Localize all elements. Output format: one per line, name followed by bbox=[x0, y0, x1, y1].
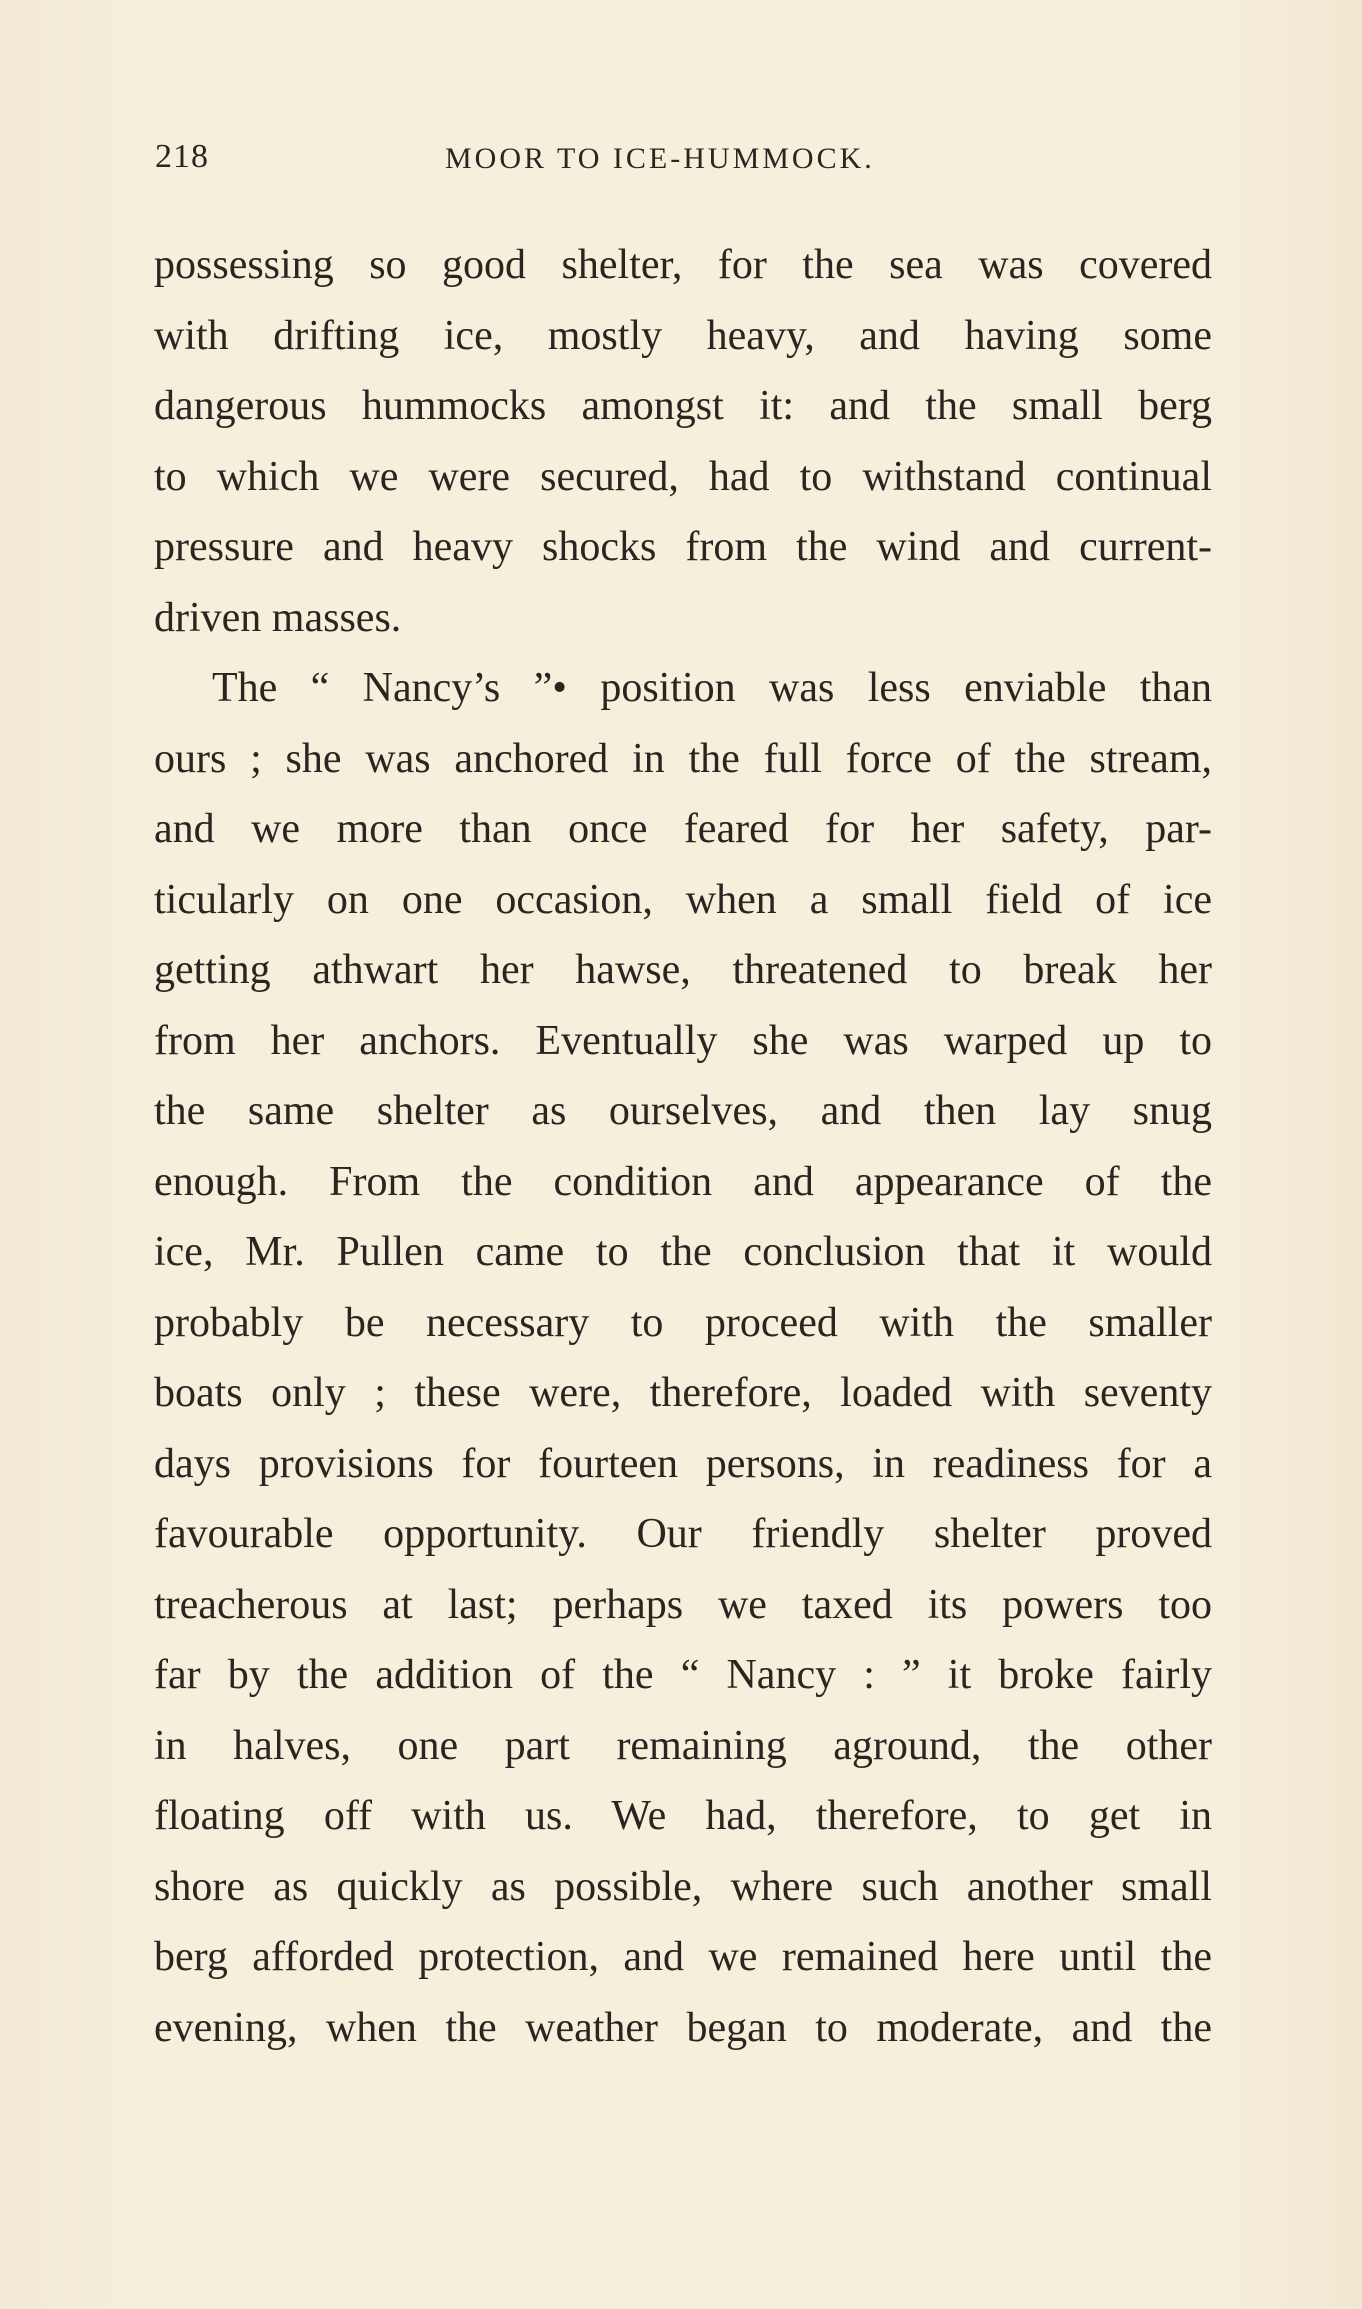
text-line: to which we were secured, had to withstand continual bbox=[154, 453, 1212, 500]
text-line: the same shelter as ourselves, and then lay snug bbox=[154, 1088, 1212, 1134]
text-line: favourable opportunity. Our friendly shelter proved bbox=[154, 1511, 1212, 1557]
page-number: 218 bbox=[155, 138, 209, 175]
text-line: enough. From the condition and appearance of the bbox=[154, 1158, 1212, 1205]
text-line: berg afforded protection, and we remained here until the bbox=[154, 1934, 1212, 1980]
text-line: getting athwart her hawse, threatened to break her bbox=[154, 947, 1212, 993]
text-line: dangerous hummocks amongst it: and the small berg bbox=[154, 383, 1212, 429]
text-line: from her anchors. Eventually she was warped up to bbox=[154, 1017, 1212, 1064]
text-line: floating off with us. We had, therefore, to get in bbox=[154, 1793, 1212, 1839]
text-line: days provisions for fourteen persons, in readiness for a bbox=[154, 1440, 1212, 1487]
running-head: MOOR TO ICE-HUMMOCK. bbox=[445, 142, 875, 175]
text-line: driven masses. bbox=[154, 594, 402, 641]
text-line: probably be necessary to proceed with the smaller bbox=[154, 1299, 1212, 1346]
text-line: and we more than once feared for her safety, par- bbox=[154, 806, 1212, 852]
text-line: ticularly on one occasion, when a small field of ice bbox=[154, 876, 1212, 923]
text-line: shore as quickly as possible, where such another small bbox=[154, 1863, 1212, 1910]
text-line: in halves, one part remaining aground, the other bbox=[154, 1722, 1212, 1769]
text-line: pressure and heavy shocks from the wind and current- bbox=[154, 524, 1212, 570]
text-line: evening, when the weather began to moderate, and the bbox=[154, 2004, 1212, 2051]
text-line: far by the addition of the “ Nancy : ” it broke fairly bbox=[154, 1652, 1212, 1698]
text-line: boats only ; these were, therefore, loaded with seventy bbox=[154, 1370, 1212, 1416]
text-line: treacherous at last; perhaps we taxed its powers too bbox=[154, 1581, 1212, 1628]
text-line: ours ; she was anchored in the full force of the stream, bbox=[154, 735, 1212, 782]
page-header bbox=[155, 138, 1215, 198]
body-text bbox=[154, 230, 1212, 2063]
text-line: possessing so good shelter, for the sea was covered bbox=[154, 242, 1212, 288]
text-line: ice, Mr. Pullen came to the conclusion that it would bbox=[154, 1229, 1212, 1275]
text-line: with drifting ice, mostly heavy, and having some bbox=[154, 312, 1212, 359]
text-line: The “ Nancy’s ”• position was less enviable than bbox=[212, 665, 1212, 711]
